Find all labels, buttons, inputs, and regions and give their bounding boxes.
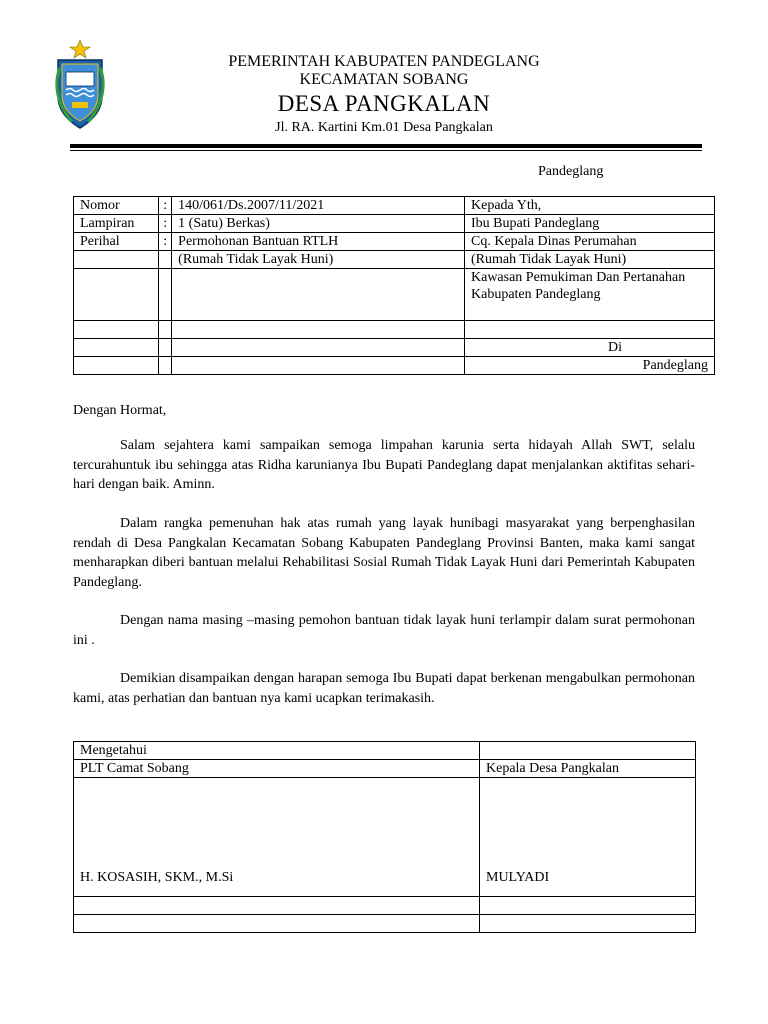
recipient-line: Kawasan Pemukiman Dan Pertanahan Kabupaten Pandeglang — [465, 269, 715, 321]
recipient-line: Ibu Bupati Pandeglang — [465, 215, 715, 233]
table-row — [74, 760, 696, 778]
info-value: (Rumah Tidak Layak Huni) — [172, 251, 465, 269]
recipient-line: (Rumah Tidak Layak Huni) — [465, 251, 715, 269]
table-row — [74, 742, 696, 760]
paragraph-text: Dalam rangka pemenuhan hak atas rumah yang layak hunibagi masyarakat yang berpenghasilan rendah di Desa Pangkalan Kecamatan Sobang Kabupaten Pandeglang Provinsi Banten, maka kami sangat menharapkan diberi bantuan melalui Rehabilitasi Sosial Rumah Tidak Layak Huni dari Pemerintah Kabupaten Pandeglang. — [73, 516, 695, 590]
recipient-line: Di — [465, 339, 715, 357]
info-colon: : — [159, 197, 172, 215]
village-heading: DESA PANGKALAN — [277, 91, 491, 116]
info-value: 140/061/Ds.2007/11/2021 — [172, 197, 465, 215]
info-label: Nomor — [74, 197, 159, 215]
empty-cell — [74, 897, 480, 915]
signatory-title: Kepala Desa Pangkalan — [480, 760, 696, 778]
info-colon: : — [159, 215, 172, 233]
signatory-name: MULYADI — [480, 778, 696, 897]
paragraph-text: Dengan nama masing –masing pemohon bantuan tidak layak huni terlampir dalam surat permohonan ini . — [73, 613, 695, 648]
paragraph-text: Demikian disampaikan dengan harapan semoga Ibu Bupati dapat berkenan mengabulkan permohonan kami, atas perhatian dan bantuan nya kami ucapkan terimakasih. — [73, 671, 695, 706]
info-label — [74, 339, 159, 357]
paragraph-text: Salam sejahtera kami sampaikan semoga limpahan karunia serta hidayah Allah SWT, selalu tercurahuntuk ibu sehingga atas Ridha karunianya Ibu Bupati Pandeglang dapat menjalankan aktifitas sehari-hari dengan baik. Aminn. — [73, 438, 695, 492]
info-label — [74, 269, 159, 321]
signature-table — [73, 741, 696, 933]
info-colon — [159, 321, 172, 339]
body-paragraph — [73, 514, 695, 592]
table-row — [74, 321, 715, 339]
regency-coat-of-arms-icon — [52, 38, 108, 130]
table-row — [74, 357, 715, 375]
info-colon: : — [159, 233, 172, 251]
signatory-title: PLT Camat Sobang — [74, 760, 480, 778]
table-row — [74, 269, 715, 321]
empty-cell — [74, 915, 480, 933]
government-heading: PEMERINTAH KABUPATEN PANDEGLANG — [228, 53, 540, 70]
table-row — [74, 778, 696, 897]
info-colon — [159, 269, 172, 321]
table-row — [74, 915, 696, 933]
table-row — [74, 215, 715, 233]
signatory-name: H. KOSASIH, SKM., M.Si — [74, 778, 480, 897]
info-value — [172, 269, 465, 321]
info-colon — [159, 339, 172, 357]
info-value: Permohonan Bantuan RTLH — [172, 233, 465, 251]
body-paragraph — [73, 436, 695, 495]
letter-place: Pandeglang — [538, 164, 604, 179]
info-label — [74, 357, 159, 375]
info-label: Perihal — [74, 233, 159, 251]
info-value — [172, 321, 465, 339]
info-label — [74, 321, 159, 339]
empty-cell — [480, 915, 696, 933]
info-value: 1 (Satu) Berkas) — [172, 215, 465, 233]
header-divider-thin — [70, 150, 702, 151]
table-row — [74, 251, 715, 269]
table-row — [74, 897, 696, 915]
recipient-line: Pandeglang — [465, 357, 715, 375]
info-colon — [159, 251, 172, 269]
table-row — [74, 197, 715, 215]
signature-heading: Mengetahui — [74, 742, 480, 760]
info-label — [74, 251, 159, 269]
recipient-line: Cq. Kepala Dinas Perumahan — [465, 233, 715, 251]
table-row — [74, 339, 715, 357]
empty-cell — [480, 897, 696, 915]
body-paragraph — [73, 611, 695, 650]
district-heading: KECAMATAN SOBANG — [299, 71, 469, 88]
recipient-line — [465, 321, 715, 339]
letter-info-table — [73, 196, 715, 375]
header-divider-thick — [70, 144, 702, 148]
body-paragraph — [73, 669, 695, 708]
info-value — [172, 357, 465, 375]
recipient-line: Kepada Yth, — [465, 197, 715, 215]
info-colon — [159, 357, 172, 375]
info-label: Lampiran — [74, 215, 159, 233]
table-row — [74, 233, 715, 251]
salutation: Dengan Hormat, — [73, 403, 167, 418]
info-value — [172, 339, 465, 357]
office-address: Jl. RA. Kartini Km.01 Desa Pangkalan — [275, 120, 493, 135]
signature-heading — [480, 742, 696, 760]
